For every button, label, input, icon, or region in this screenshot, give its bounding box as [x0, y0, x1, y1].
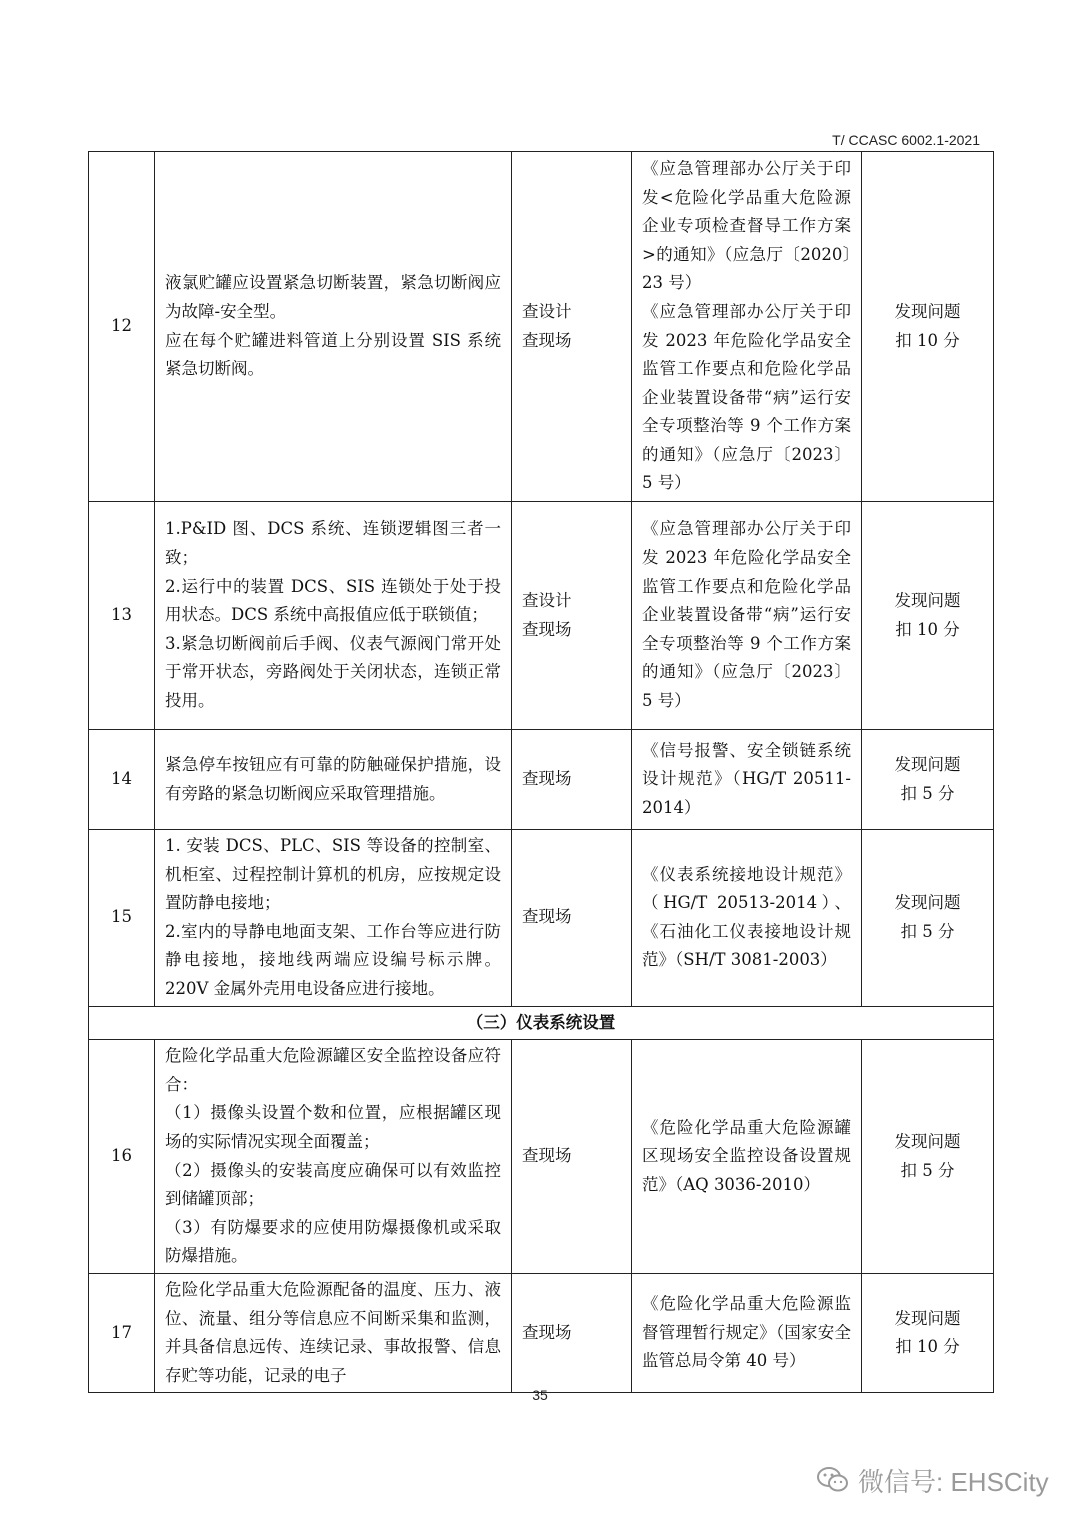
scoring-rule-line: 发现问题: [894, 590, 961, 610]
check-item-line: 危险化学品重大危险源配备的温度、压力、液位、流量、组分等信息应不间断采集和监测，并具备信息远传、连续记录、事故报警、信息存贮等功能，记录的电子: [165, 1279, 501, 1385]
check-item-line: 危险化学品重大危险源罐区安全监控设备应符合：: [165, 1046, 501, 1094]
row-number: 12: [89, 152, 155, 502]
wechat-icon: [816, 1465, 850, 1495]
check-item: [155, 830, 512, 1007]
scoring-rule-line: 扣 5 分: [900, 921, 955, 941]
table-row: [89, 1273, 994, 1392]
table-row: [89, 830, 994, 1007]
check-method-line: 查现场: [522, 330, 572, 350]
row-number: 13: [89, 502, 155, 730]
check-basis: [632, 502, 862, 730]
inspection-table: [88, 151, 994, 1393]
scoring-rule: [862, 830, 994, 1007]
scoring-rule: [862, 1040, 994, 1274]
check-item-line: 3.紧急切断阀前后手阀、仪表气源阀门常开处于常开状态，旁路阀处于关闭状态，连锁正常投用。: [165, 633, 501, 710]
check-basis-line: 《仪表系统接地设计规范》（HG/T 20513-2014）、《石油化工仪表接地设计规范》（SH/T 3081-2003）: [642, 864, 851, 970]
check-item-line: 应在每个贮罐进料管道上分别设置 SIS 系统紧急切断阀。: [165, 330, 501, 379]
row-number: 16: [89, 1040, 155, 1274]
scoring-rule: [862, 730, 994, 830]
section-title: （三）仪表系统设置: [89, 1006, 994, 1040]
check-method: [512, 730, 632, 830]
check-method-line: 查现场: [522, 619, 572, 639]
watermark: [816, 1460, 1049, 1500]
scoring-rule-line: 发现问题: [894, 1131, 961, 1151]
check-item-line: （3）有防爆要求的应使用防爆摄像机或采取防爆措施。: [165, 1217, 501, 1266]
scoring-rule-line: 扣 5 分: [900, 1160, 955, 1180]
scoring-rule-line: 扣 5 分: [900, 783, 955, 803]
check-item: [155, 152, 512, 502]
scoring-rule-line: 发现问题: [894, 1308, 961, 1328]
scoring-rule-line: 扣 10 分: [895, 330, 960, 350]
check-item-line: （1）摄像头设置个数和位置，应根据罐区现场的实际情况实现全面覆盖；: [165, 1103, 501, 1151]
check-basis: [632, 830, 862, 1007]
check-basis-line: 《危险化学品重大危险源监督管理暂行规定》（国家安全监管总局令第 40 号）: [642, 1294, 851, 1371]
scoring-rule-line: 发现问题: [894, 301, 961, 321]
table-row: [89, 502, 994, 730]
check-method-line: 查现场: [522, 769, 572, 789]
check-item-line: 2.室内的导静电地面支架、工作台等应进行防静电接地，接地线两端应设编号标示牌。220V 金属外壳用电设备应进行接地。: [165, 921, 501, 998]
check-basis-line: 《应急管理部办公厅关于印发 2023 年危险化学品安全监管工作要点和危险化学品企业装置设备带“病”运行安全专项整治等 9 个工作方案的通知》（应急厅〔2023〕5 号）: [642, 519, 851, 710]
check-basis-line: 《危险化学品重大危险源罐区现场安全监控设备设置规范》（AQ 3036-2010）: [642, 1117, 851, 1194]
check-basis-line: 《应急管理部办公厅关于印发<危险化学品重大危险源企业专项检查督导工作方案>的通知》（应急厅〔2020〕23 号）: [642, 158, 851, 293]
check-item-line: 1.P&ID 图、DCS 系统、连锁逻辑图三者一致；: [165, 519, 501, 568]
check-basis-line: 《应急管理部办公厅关于印发 2023 年危险化学品安全监管工作要点和危险化学品企业装置设备带“病”运行安全专项整治等 9 个工作方案的通知》（应急厅〔2023〕5 号）: [642, 301, 851, 493]
check-item-line: 紧急停车按钮应有可靠的防触碰保护措施，设有旁路的紧急切断阀应采取管理措施。: [165, 754, 501, 803]
check-item-line: （2）摄像头的安装高度应确保可以有效监控到储罐顶部；: [165, 1160, 501, 1209]
check-method-line: 查现场: [522, 907, 572, 927]
check-item: [155, 1273, 512, 1392]
check-method-line: 查设计: [522, 301, 572, 321]
check-method: [512, 1040, 632, 1274]
check-basis: [632, 1040, 862, 1274]
scoring-rule: [862, 1273, 994, 1392]
section-row: [89, 1006, 994, 1040]
check-method-line: 查现场: [522, 1146, 572, 1166]
check-basis: [632, 730, 862, 830]
page-number: 35: [532, 1387, 548, 1403]
row-number: 15: [89, 830, 155, 1007]
scoring-rule: [862, 152, 994, 502]
check-item-line: 液氯贮罐应设置紧急切断装置，紧急切断阀应为故障-安全型。: [165, 273, 501, 321]
check-method: [512, 1273, 632, 1392]
check-item: [155, 502, 512, 730]
row-number: 17: [89, 1273, 155, 1392]
scoring-rule: [862, 502, 994, 730]
table-row: [89, 1040, 994, 1274]
scoring-rule-line: 发现问题: [894, 754, 961, 774]
check-basis: [632, 152, 862, 502]
table-row: [89, 730, 994, 830]
check-item: [155, 1040, 512, 1274]
check-method: [512, 152, 632, 502]
check-basis-line: 《信号报警、安全锁链系统设计规范》（HG/T 20511-2014）: [642, 740, 851, 817]
check-method-line: 查设计: [522, 590, 572, 610]
table-row: [89, 152, 994, 502]
row-number: 14: [89, 730, 155, 830]
scoring-rule-line: 发现问题: [894, 893, 961, 913]
scoring-rule-line: 扣 10 分: [895, 1337, 960, 1357]
check-item: [155, 730, 512, 830]
check-item-line: 1. 安装 DCS、PLC、SIS 等设备的控制室、机柜室、过程控制计算机的机房，应按规定设置防静电接地；: [165, 836, 501, 913]
check-method: [512, 502, 632, 730]
check-basis: [632, 1273, 862, 1392]
check-method-line: 查现场: [522, 1322, 572, 1342]
scoring-rule-line: 扣 10 分: [895, 619, 960, 639]
watermark-text: 微信号: EHSCity: [858, 1466, 1049, 1497]
check-item-line: 2.运行中的装置 DCS、SIS 连锁处于处于投用状态。DCS 系统中高报值应低于联锁值；: [165, 576, 501, 625]
check-method: [512, 830, 632, 1007]
standard-code: T/ CCASC 6002.1-2021: [832, 132, 980, 148]
